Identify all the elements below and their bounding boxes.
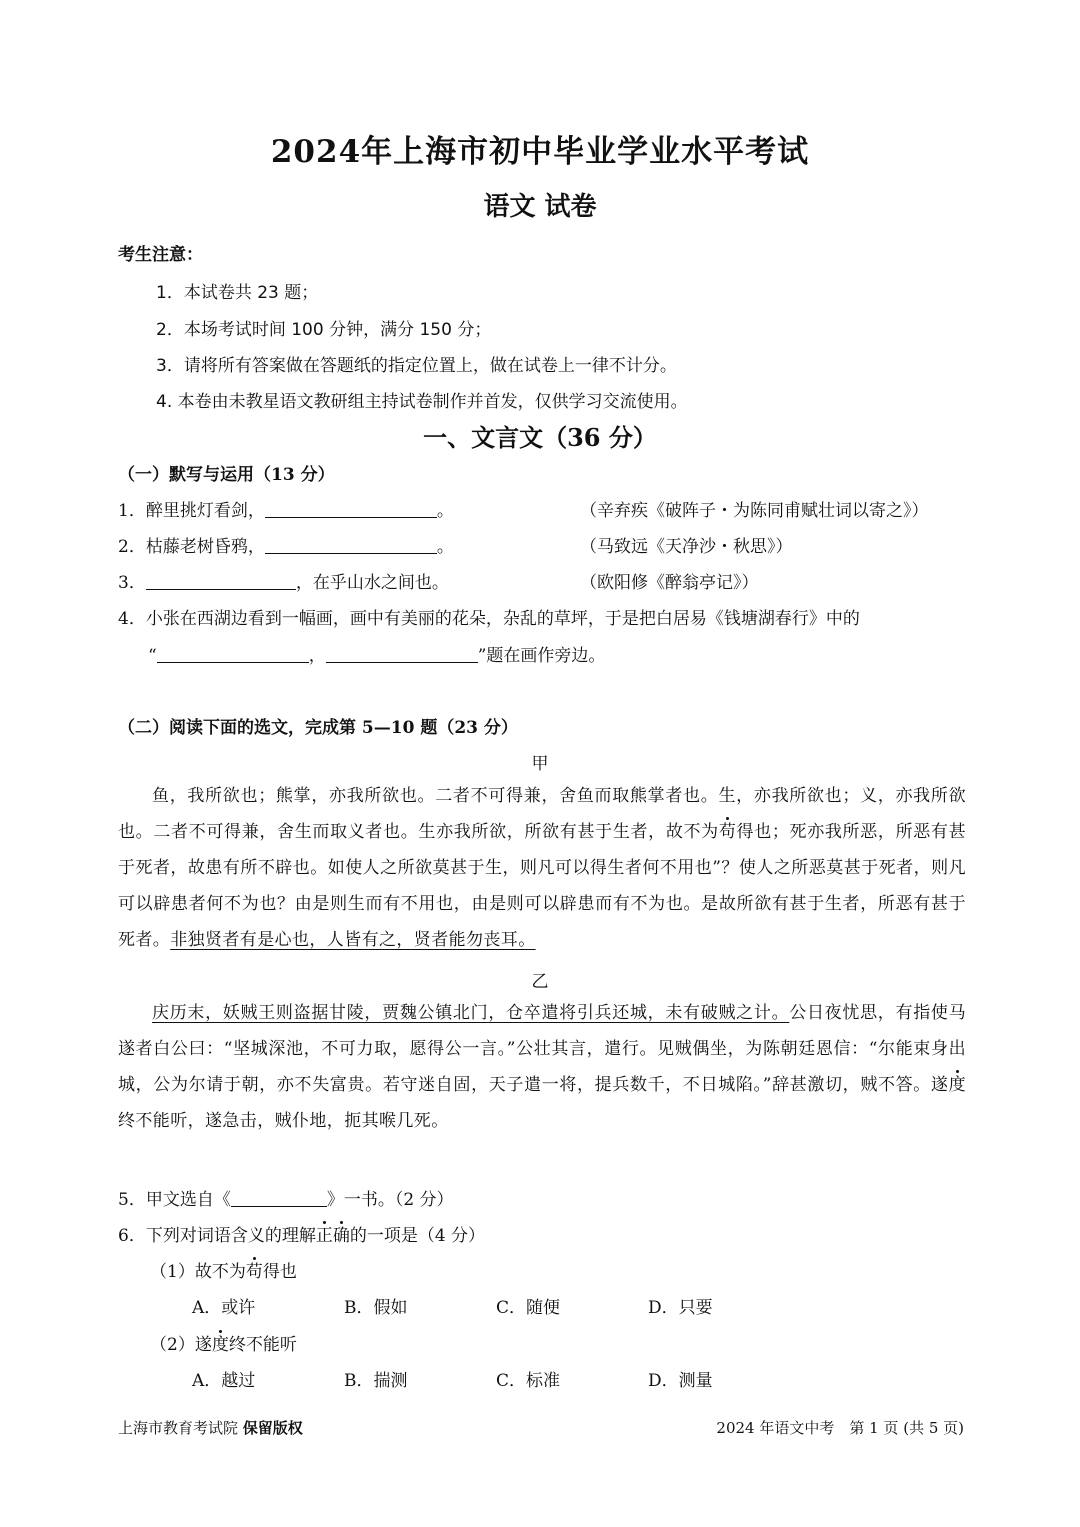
option-2b[interactable]: B．揣测 [344,1371,408,1391]
notice-heading: 考生注意： [118,245,203,265]
footer-publisher [118,1417,303,1438]
question-6-sub-1-prompt: （1）故不为 [150,1262,246,1282]
question-6-dotted-b: 确 [332,1226,350,1246]
question-6-sub-1-dotted: 苟 [245,1262,263,1282]
question-6-prompt: 6．下列对词语含义的理解 [118,1226,316,1246]
exam-subtitle: 语文 试卷 [483,192,597,222]
question-6-end: 的一项是（4 分） [349,1226,486,1246]
option-1d[interactable]: D．只要 [648,1298,713,1318]
question-6-sub-2-dotted: 度 [211,1335,229,1355]
passage-yi-underlined: 庆历末，妖贼王则盗据甘陵，贾魏公镇北门，仓卒遣将引兵还城，未有破贼之计。 [152,1003,790,1023]
question-1 [118,496,454,521]
exam-title: 2024年上海市初中毕业学业水平考试 [270,134,810,170]
question-5-end: 》一书。（2 分） [326,1190,454,1210]
notice-item-2: 2．本场考试时间 100 分钟，满分 150 分； [156,320,492,340]
question-2-blank[interactable] [265,535,437,554]
question-4-comma: ， [308,646,326,666]
option-1b[interactable]: B．假如 [344,1298,408,1318]
passage-jia-label: 甲 [531,754,549,774]
question-6-sub-1 [150,1257,297,1282]
section-heading: 一、文言文（36 分） [423,423,657,452]
question-6-sub-2-prompt: （2）遂 [150,1335,212,1355]
passage-jia-underlined: 非独贤者有是心也，人皆有之，贤者能勿丧耳。 [170,930,536,950]
question-4-blank-2[interactable] [326,644,478,663]
passage-jia-dotted-word: 苟 [718,822,737,842]
question-4-line-2 [148,641,605,666]
question-5 [118,1185,454,1210]
question-2-end: 。 [436,537,454,557]
question-3 [118,568,449,593]
question-3-prompt: 3． [118,573,146,593]
question-1-prompt: 1．醉里挑灯看剑， [118,501,265,521]
part2-heading: （二）阅读下面的选文，完成第 5—10 题（23 分） [118,718,518,738]
question-4-end: ”题在画作旁边。 [477,646,606,666]
footer-copyright: 保留版权 [242,1419,303,1437]
passage-yi-dotted-word: 度 [948,1075,966,1095]
passage-jia-text-2: 得也；死亦我所恶，所恶有甚于死者，故患有所不辟也。如使人之所欲莫甚于生，则凡可以得生者何不用也”？使人之所恶莫甚于死者，则凡可以辟患者何不为也？由是则生而有不用也，由是则可以辟患而有不为也。是故所欲有甚于生者，所恶有甚于死者。 [118,822,966,950]
option-1a[interactable]: A．或许 [192,1298,256,1318]
option-2d[interactable]: D．测量 [648,1371,713,1391]
passage-yi [118,995,966,1139]
passage-jia-text-1: 鱼，我所欲也；熊掌，亦我所欲也。二者不可得兼，舍鱼而取熊掌者也。生，亦我所欲也；义，亦我所欲也。二者不可得兼，舍生而取义者也。生亦我所欲，所欲有甚于生者，故不为 [118,786,966,842]
notice-item-1: 1．本试卷共 23 题； [156,283,319,303]
question-4-line-1: 4．小张在西湖边看到一幅画，画中有美丽的花朵，杂乱的草坪，于是把白居易《钱塘湖春行》中的 [118,609,860,629]
question-3-blank[interactable] [146,571,296,590]
question-1-blank[interactable] [265,499,437,518]
question-4-open-quote: “ [148,646,157,666]
passage-yi-label: 乙 [531,972,549,992]
question-5-blank[interactable] [231,1188,327,1207]
question-5-prompt: 5．甲文选自《 [118,1190,231,1210]
question-6-sub-2 [150,1330,297,1355]
question-4-blank-1[interactable] [157,644,309,663]
question-1-end: 。 [436,501,454,521]
option-1c[interactable]: C．随便 [496,1298,561,1318]
question-6-sub-1-end: 得也 [262,1262,297,1282]
passage-yi-text-1: 公日夜忧思，有指使马遂者白公曰：“坚城深池，不可力取，愿得公一言。”公壮其言，遣行。见贼偶坐，为陈朝廷恩信：“尔能束身出城，公为尔请于朝，亦不失富贵。若守迷自固，天子遣一将，提兵数千，不日城陷。”辞甚激切，贼不答。遂 [118,1003,966,1095]
footer-page-info: 2024 年语文中考 第 1 页 (共 5 页) [716,1419,964,1437]
notice-item-3: 3．请将所有答案做在答题纸的指定位置上，做在试卷上一律不计分。 [156,356,677,376]
question-1-source: （辛弃疾《破阵子・为陈同甫赋壮词以寄之》） [580,501,929,521]
notice-item-4: 4. 本卷由未教星语文教研组主持试卷制作并首发，仅供学习交流使用。 [156,392,688,412]
question-3-end: ，在乎山水之间也。 [295,573,449,593]
option-2a[interactable]: A．越过 [192,1371,256,1391]
question-6-dotted-a: 正 [315,1226,333,1246]
question-2-source: （马致远《天净沙・秋思》） [580,537,793,557]
question-6-sub-2-end: 终不能听 [228,1335,297,1355]
footer-publisher-name: 上海市教育考试院 [118,1419,239,1437]
question-3-source: （欧阳修《醉翁亭记》） [580,573,759,593]
passage-yi-text-2: 终不能听，遂急击，贼仆地，扼其喉几死。 [118,1111,449,1131]
passage-jia [118,778,966,958]
question-2 [118,532,454,557]
question-2-prompt: 2．枯藤老树昏鸦， [118,537,265,557]
option-2c[interactable]: C．标准 [496,1371,561,1391]
question-6 [118,1221,485,1246]
part1-heading: （一）默写与运用（13 分） [118,465,335,485]
